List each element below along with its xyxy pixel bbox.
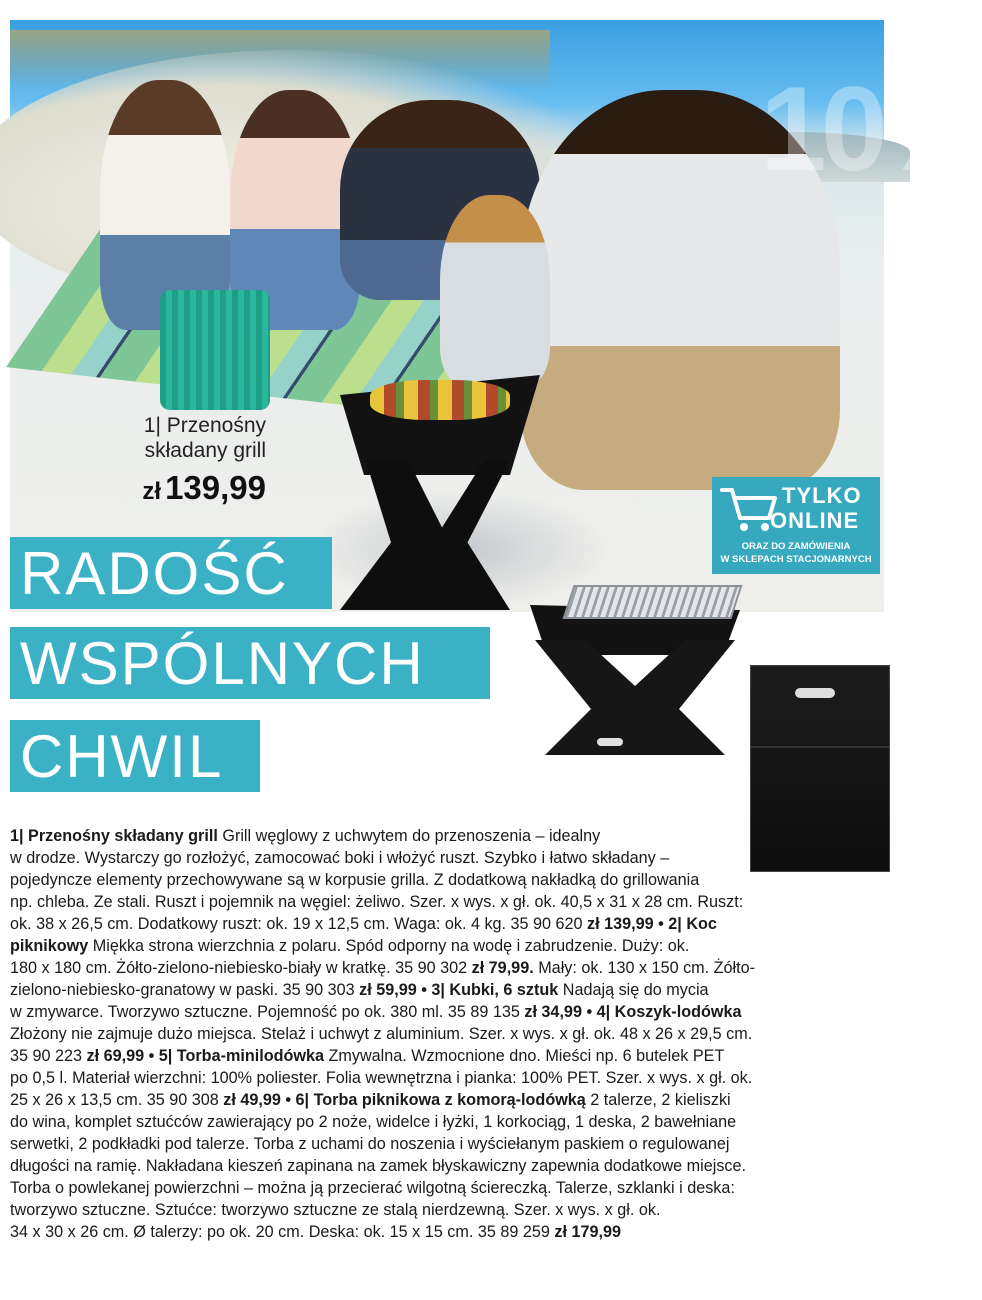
desc-line: piknikowy Miękka strona wierzchnia z polaru. Spód odporny na wodę i zabrudzenie. Duży: ok. bbox=[10, 937, 690, 955]
grilled-food bbox=[370, 380, 510, 420]
desc-line: 1| Przenośny składany grill Grill węglowy z uchwytem do przenoszenia – idealny bbox=[10, 827, 601, 845]
cooler-bag bbox=[160, 290, 270, 410]
desc-line: po 0,5 l. Materiał wierzchni: 100% poliester. Folia wewnętrzna i pianka: 100% PET. Szer. x wys. x gł. ok. bbox=[10, 1069, 753, 1087]
folded-grill-handle bbox=[795, 688, 835, 698]
product-1-name-line2: składany grill bbox=[144, 439, 266, 462]
person-child bbox=[440, 195, 550, 385]
product-1-number: 1| bbox=[143, 414, 161, 437]
headline-line2: WSPÓLNYCH bbox=[10, 627, 490, 699]
product-description bbox=[10, 825, 890, 1243]
desc-line: ok. 38 x 26,5 cm. Dodatkowy ruszt: ok. 19 x 12,5 cm. Waga: ok. 4 kg. 35 90 620 zł 139,99 • 2| Koc bbox=[10, 915, 717, 933]
badge-sub2: W SKLEPACH STACJONARNYCH bbox=[720, 554, 872, 565]
headline-line3: CHWIL bbox=[10, 720, 260, 792]
grill-grate bbox=[562, 585, 742, 619]
product-1-name-line1: Przenośny bbox=[166, 414, 266, 437]
desc-line: np. chleba. Ze stali. Ruszt i pojemnik na węgiel: żeliwo. Szer. x wys. x gł. ok. 40,5 x 31 x 28 cm. Ruszt: bbox=[10, 893, 744, 911]
desc-line: długości na ramię. Nakładana kieszeń zapinana na zamek błyskawiczny zapewnia dodatkowe miejsce. bbox=[10, 1157, 747, 1175]
desc-line: 25 x 26 x 13,5 cm. 35 90 308 zł 49,99 • 6| Torba piknikowa z komorą-lodówką 2 talerze, 2 kieliszki bbox=[10, 1091, 731, 1109]
desc-line: serwetki, 2 podkładki pod talerze. Torba z uchami do noszenia i wyściełanym paskiem o regulowanej bbox=[10, 1135, 730, 1153]
badge-line2: ONLINE bbox=[770, 508, 860, 533]
folded-grill-seam bbox=[751, 746, 889, 748]
desc-line: w drodze. Wystarczy go rozłożyć, zamocować boki i włożyć ruszt. Szybko i łatwo składany – bbox=[10, 849, 670, 867]
desc-line: 180 x 180 cm. Żółto-zielono-niebiesko-biały w kratkę. 35 90 302 zł 79,99. Mały: ok. 130 x 150 cm. Żółto- bbox=[10, 959, 756, 977]
product-1-price: 139,99 bbox=[165, 469, 266, 506]
online-only-badge bbox=[712, 477, 880, 574]
desc-line: Torba o powlekanej powierzchni – można ją przecierać wilgotną ściereczką. Talerze, szklanki i deska: bbox=[10, 1179, 735, 1197]
product-grill-legs bbox=[535, 640, 735, 755]
desc-line: Złożony nie zajmuje dużo miejsca. Stelaż i uchwyt z aluminium. Szer. x wys. x gł. ok. 48 x 26 x 29,5 cm. bbox=[10, 1025, 753, 1043]
product-1-caption bbox=[86, 413, 266, 507]
desc-line: tworzywo sztuczne. Sztućce: tworzywo sztuczne ze stalą nierdzewną. Szer. x wys. x gł. ok. bbox=[10, 1201, 661, 1219]
badge-sub1: ORAZ DO ZAMÓWIENIA bbox=[741, 541, 851, 552]
desc-line: w zmywarce. Tworzywo sztuczne. Pojemność po ok. 380 ml. 35 89 135 zł 34,99 • 4| Koszyk-lodówka bbox=[10, 1003, 742, 1021]
product-1-currency: zł bbox=[142, 478, 162, 505]
desc-line: pojedyncze elementy przechowywane są w korpusie grilla. Z dodatkową nakładką do grillowania bbox=[10, 871, 700, 889]
desc-line: 35 90 223 zł 69,99 • 5| Torba-minilodówka Zmywalna. Wzmocnione dno. Mieści np. 6 butelek PET bbox=[10, 1047, 725, 1065]
badge-line1: TYLKO bbox=[782, 483, 862, 508]
watermark: 10% bbox=[760, 62, 982, 196]
headline-line1: RADOŚĆ bbox=[10, 537, 332, 609]
grill-handle-slot bbox=[597, 738, 623, 746]
desc-line: 34 x 30 x 26 cm. Ø talerzy: po ok. 20 cm. Deska: ok. 15 x 15 cm. 35 89 259 zł 179,99 bbox=[10, 1223, 621, 1241]
desc-line: do wina, komplet sztućców zawierający po 2 noże, widelce i łyżki, 1 korkociąg, 1 deska, 2 bawełniane bbox=[10, 1113, 737, 1131]
desc-line: zielono-niebiesko-granatowy w paski. 35 90 303 zł 59,99 • 3| Kubki, 6 sztuk Nadają się do mycia bbox=[10, 981, 709, 999]
